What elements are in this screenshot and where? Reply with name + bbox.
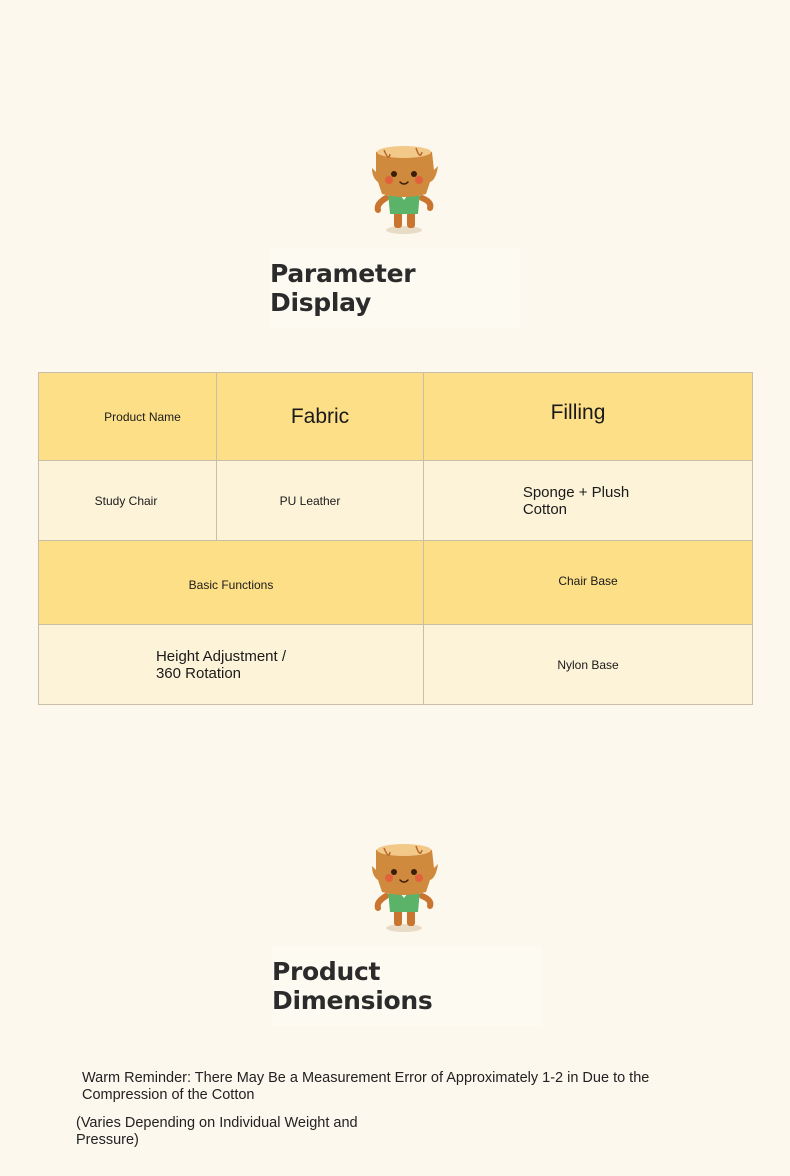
- parameter-table: [38, 372, 753, 705]
- tree-stump-mascot-icon: [364, 838, 444, 938]
- varies-note-text: (Varies Depending on Individual Weight and Pressure): [76, 1115, 358, 1148]
- filling-value-text: Sponge + Plush Cotton: [522, 483, 630, 518]
- warm-reminder-text: Warm Reminder: There May Be a Measurement Error of Approximately 1-2 in Due to the Compression of the Cotton: [82, 1070, 650, 1103]
- tree-stump-mascot-icon: [364, 140, 444, 240]
- table-cell-product-value: Study Chair: [39, 461, 217, 541]
- functions-value-text: Height Adjustment / 360 Rotation: [155, 647, 287, 682]
- table-cell-fabric-value: PU Leather: [217, 461, 424, 541]
- table-row: [39, 461, 753, 541]
- table-row: [39, 373, 753, 461]
- table-row: [39, 625, 753, 705]
- section-title-dimensions: Product Dimensions: [272, 946, 542, 1026]
- table-cell-filling-header: Filling: [424, 373, 753, 461]
- table-cell-functions-value: [39, 625, 424, 705]
- table-cell-base-value: Nylon Base: [424, 625, 753, 705]
- table-cell-fabric-header: Fabric: [217, 373, 424, 461]
- table-row: [39, 541, 753, 625]
- table-cell-product-name-label: Product Name: [39, 373, 217, 461]
- section-title-parameters: Parameter Display: [270, 248, 520, 328]
- table-cell-functions-label: Basic Functions: [39, 541, 424, 625]
- table-cell-base-label: Chair Base: [424, 541, 753, 625]
- table-cell-filling-value: [424, 461, 753, 541]
